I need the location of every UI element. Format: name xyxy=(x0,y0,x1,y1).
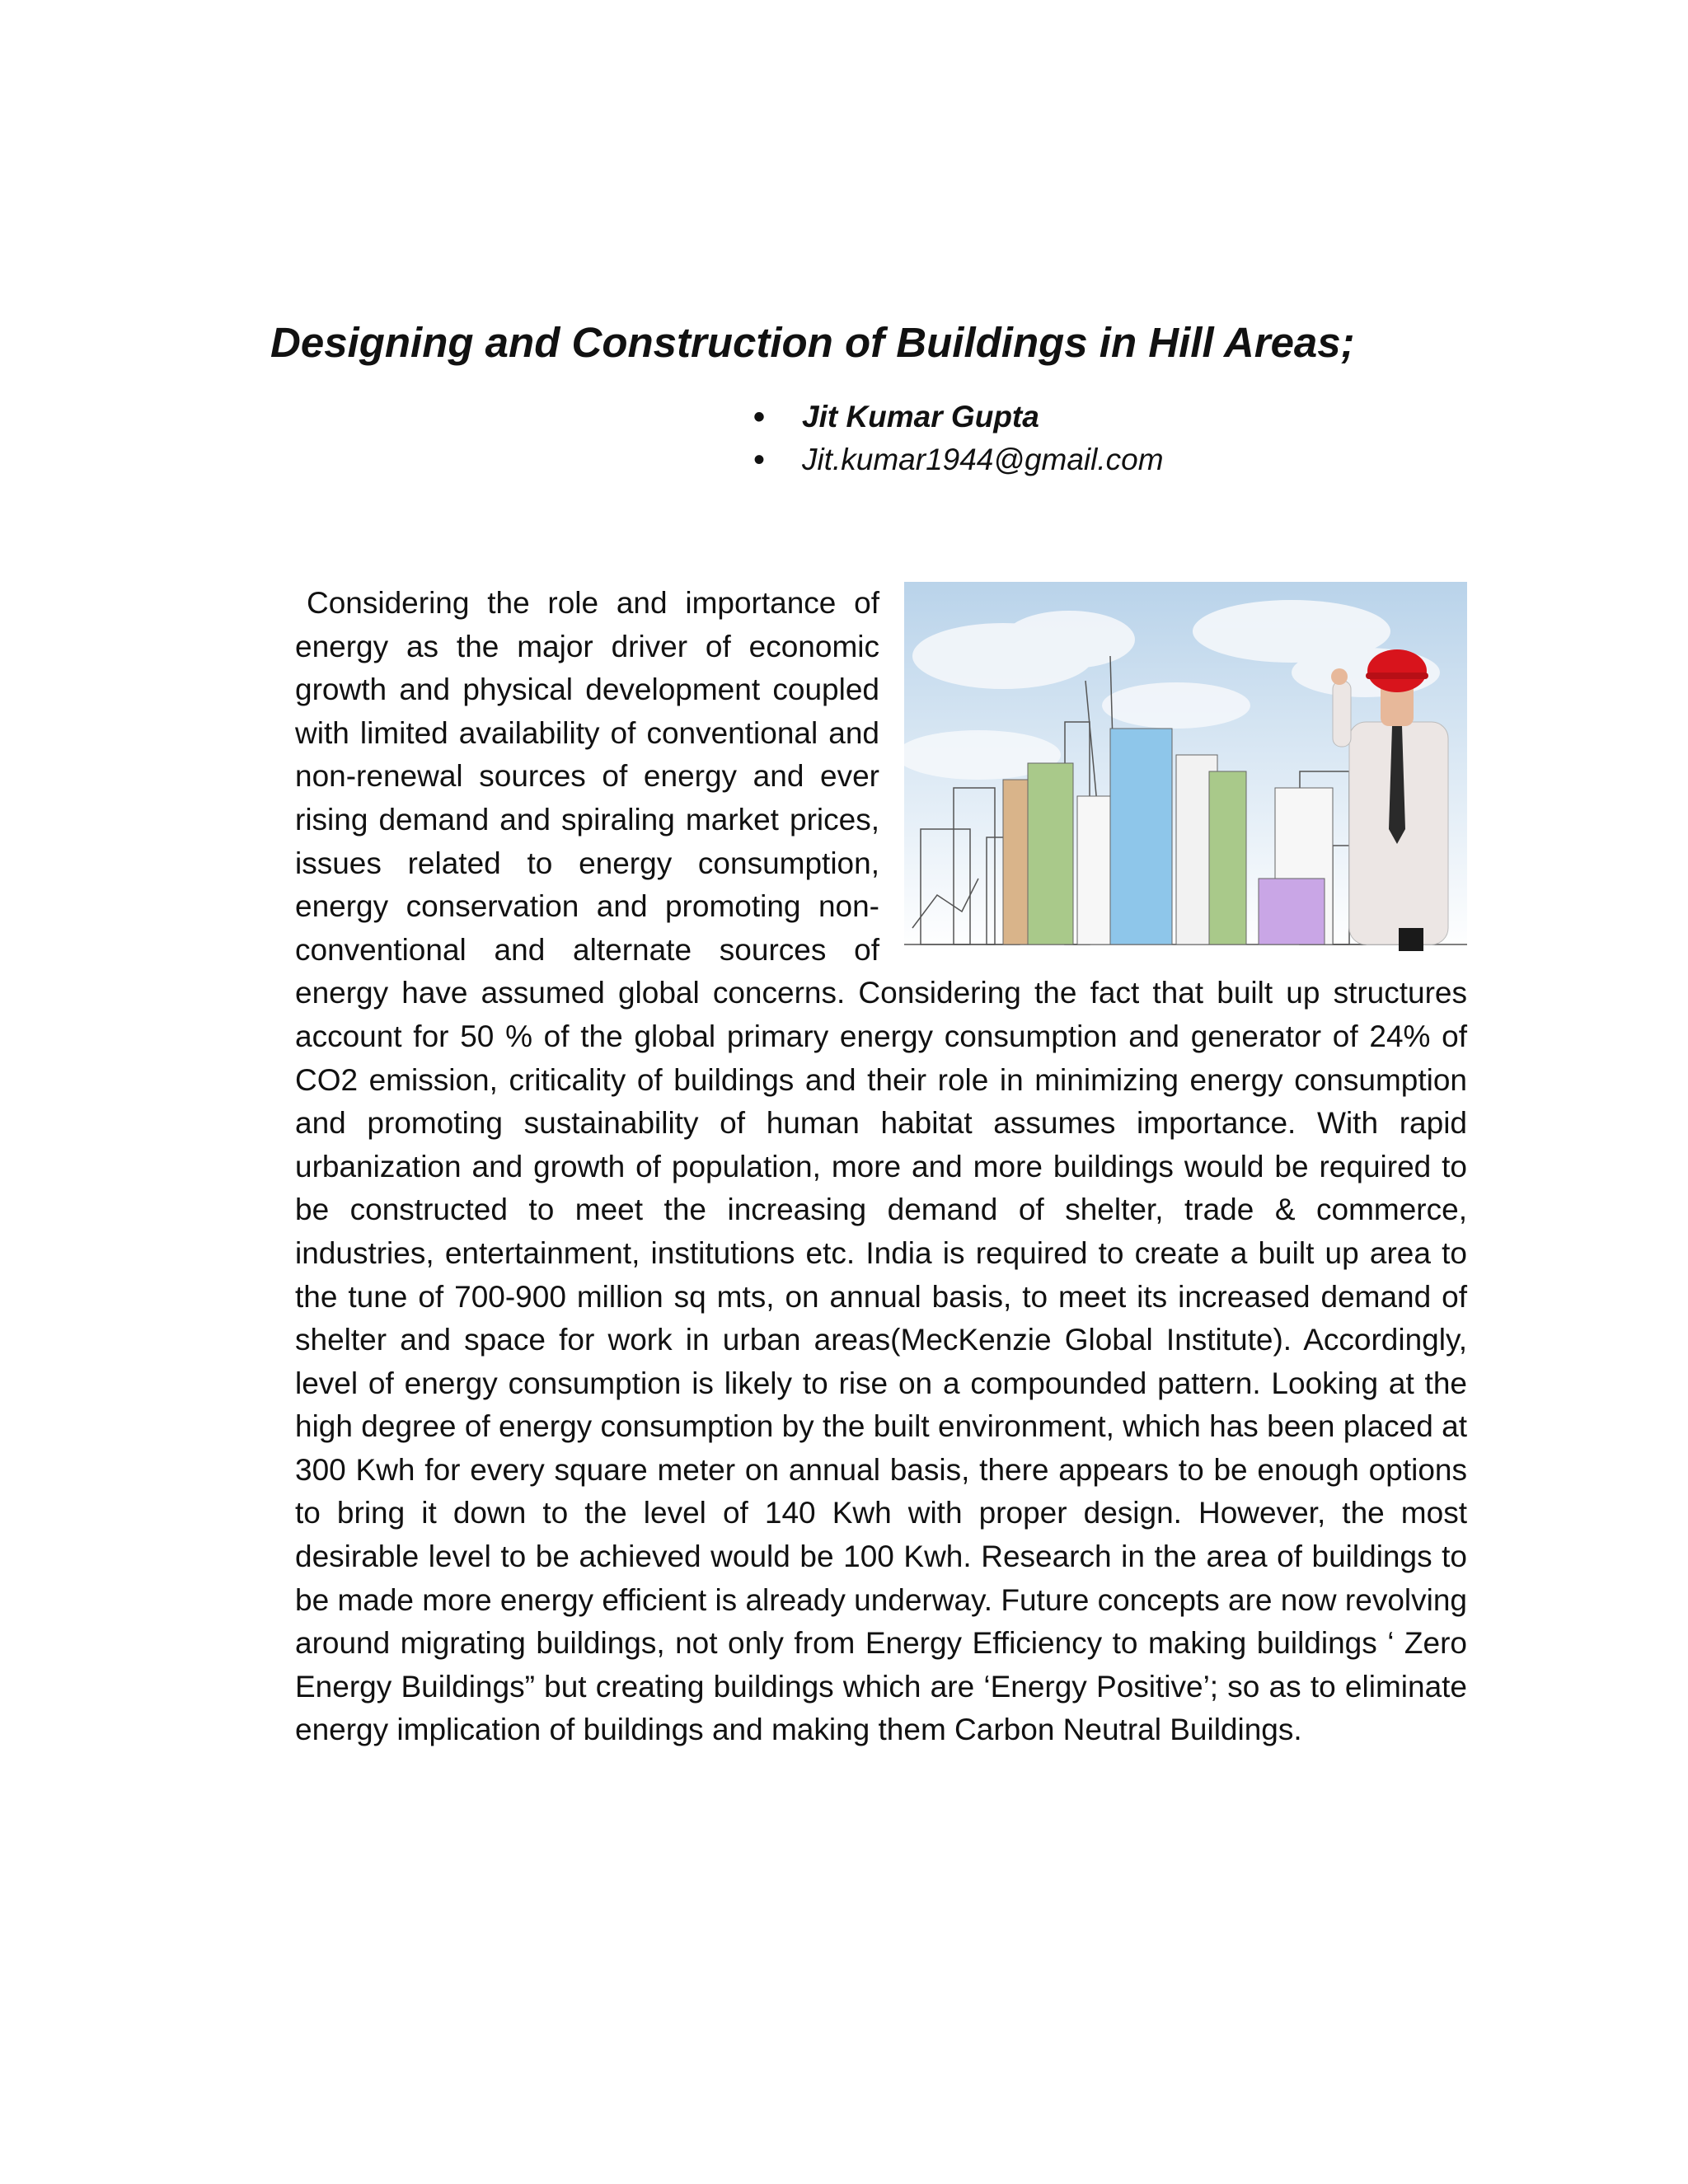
body-text: Considering the role and importance of energy as the major driver of economic growth and physical development coupled with limited availability of conventional and non-renewal sources of energy and ever rising demand and spiraling market prices, issues related to energy consumption, energy conservation and promoting non-conventional and alternate sources of energy have assumed global concerns. Considering the fact that built up structures account for 50 % of the global primary energy consumption and generator of 24% of CO2 emission, criticality of buildings and their role in minimizing energy consumption and promoting sustainability of human habitat assumes importance. With rapid urbanization and growth of population, more and more buildings would be required to be constructed to meet the increasing demand of shelter, trade & commerce, industries, entertainment, institutions etc. India is required to create a built up area to the tune of 700-900 million sq mts, on annual basis, to meet its increased demand of shelter and space for work in urban areas(MecKenzie Global Institute). Accordingly, level of energy consumption is likely to rise on a compounded pattern. Looking at the high degree of energy consumption by the built environment, which has been placed at 300 Kwh for every square meter on annual basis, there appears to be enough options to bring it down to the level of 140 Kwh with proper design. However, the most desirable level to be achieved would be 100 Kwh. Research in the area of buildings to be made more energy efficient is already underway. Future concepts are now revolving around migrating buildings, not only from Energy Efficiency to making buildings ‘ Zero Energy Buildings” but creating buildings which are ‘Energy Positive’; so as to eliminate energy implication of buildings and making them Carbon Neutral Buildings. xyxy=(295,586,1467,1747)
green-building xyxy=(1028,763,1073,944)
author-email: • Jit.kumar1944@gmail.com xyxy=(750,438,1164,481)
author-name: • Jit Kumar Gupta xyxy=(750,396,1164,438)
blue-building xyxy=(1110,729,1172,944)
green-tower xyxy=(1209,771,1246,944)
body-paragraph xyxy=(295,582,1467,1752)
document-title: Designing and Construction of Buildings in Hill Areas; xyxy=(270,319,1355,366)
author-list xyxy=(750,396,1164,481)
purple-building xyxy=(1259,879,1325,944)
engineer-city-illustration xyxy=(904,582,1467,951)
